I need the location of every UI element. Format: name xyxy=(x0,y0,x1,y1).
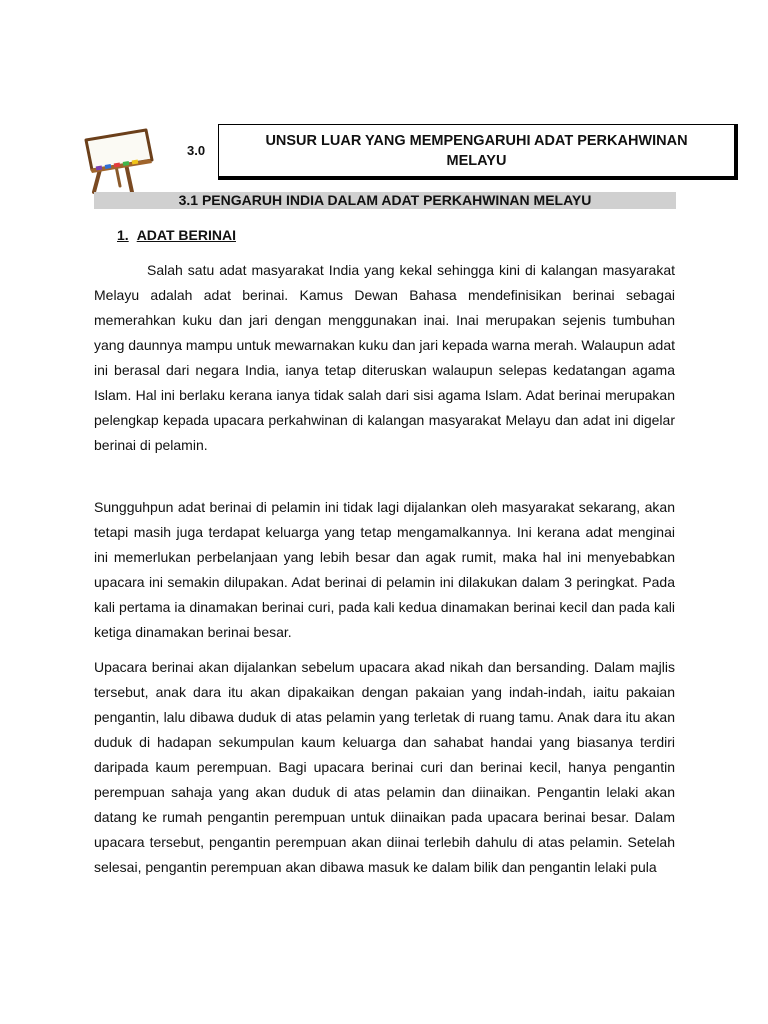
subheading: 3.1 PENGARUH INDIA DALAM ADAT PERKAHWINAN MELAYU xyxy=(94,192,676,209)
item-title: ADAT BERINAI xyxy=(136,227,236,243)
easel-board-icon xyxy=(80,126,160,196)
section-number: 3.0 xyxy=(187,143,206,158)
item-number: 1. xyxy=(117,227,129,243)
section-title: UNSUR LUAR YANG MEMPENGARUHI ADAT PERKAHWINAN MELAYU xyxy=(265,132,688,169)
paragraph-2: Sungguhpun adat berinai di pelamin ini tidak lagi dijalankan oleh masyarakat sekarang, akan tetapi masih juga terdapat keluarga yang tetap mengamalkannya. Ini kerana adat menginai ini memerlukan perbelanjaan yang lebih besar dan agak rumit, maka hal ini menyebabkan upacara ini semakin dilupakan. Adat berinai di pelamin ini dilakukan dalam 3 peringkat. Pada kali pertama ia dinamakan berinai curi, pada kali kedua dinamakan berinai kecil dan pada kali ketiga dinamakan berinai besar. xyxy=(94,499,675,640)
item-heading xyxy=(117,227,236,243)
paragraph-1: Salah satu adat masyarakat India yang kekal sehingga kini di kalangan masyarakat Melayu adalah adat berinai. Kamus Dewan Bahasa mendefinisikan berinai sebagai memerahkan kuku dan jari dengan menggunakan inai. Inai merupakan sejenis tumbuhan yang daunnya mampu untuk mewarnakan kuku dan jari kepada warna merah. Walaupun adat ini berasal dari negara India, ianya tetap diteruskan walaupun selepas kedatangan agama Islam. Hal ini berlaku kerana ianya tidak salah dari sisi agama Islam. Adat berinai merupakan pelengkap kepada upacara perkahwinan di kalangan masyarakat Melayu dan adat ini digelar berinai di pelamin. xyxy=(94,262,675,453)
paragraph-3: Upacara berinai akan dijalankan sebelum upacara akad nikah dan bersanding. Dalam majlis tersebut, anak dara itu akan dipakaikan dengan pakaian yang indah-indah, iaitu pakaian pengantin, lalu dibawa duduk di atas pelamin yang terletak di ruang tamu. Anak dara itu akan duduk di hadapan sekumpulan kaum keluarga dan sahabat handai yang biasanya terdiri daripada kaum perempuan. Bagi upacara berinai curi dan berinai kecil, hanya pengantin perempuan sahaja yang akan duduk di atas pelamin dan diinaikan. Pengantin lelaki akan datang ke rumah pengantin perempuan untuk diinaikan pada upacara berinai besar. Dalam upacara tersebut, pengantin perempuan akan diinai terlebih dahulu di atas pelamin. Setelah selesai, pengantin perempuan akan dibawa masuk ke dalam bilik dan pengantin lelaki pula xyxy=(94,659,675,875)
section-title-box xyxy=(218,124,738,180)
